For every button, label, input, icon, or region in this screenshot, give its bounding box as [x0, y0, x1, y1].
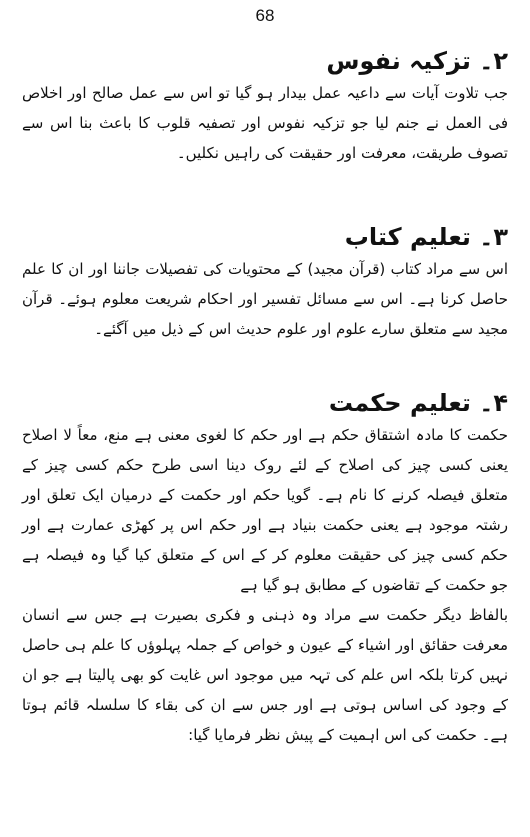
- section-taleem-kitab: [22, 220, 508, 344]
- page-number: 68: [255, 6, 275, 25]
- section-heading: ۲۔ تزکیہ نفوس: [326, 47, 508, 75]
- section-body: [22, 420, 508, 750]
- paragraph: جب تلاوت آیات سے داعیہ عمل بیدار ہو گیا تو اس سے عمل صالح اور اخلاص فی العمل نے جنم لیا جو تزکیہ نفوس اور تصفیہ قلوب کا باعث بنا اس سے تصوف طریقت، معرفت اور حقیقت کی راہیں نکلیں۔: [22, 84, 508, 162]
- section-heading: ۳۔ تعلیم کتاب: [344, 223, 508, 251]
- paragraph: بالفاظ دیگر حکمت سے مراد وہ ذہنی و فکری بصیرت ہے جس سے انسان معرفت حقائق اور اشیاء کے عیون و خواص کے جملہ پہلوؤں کا علم ہی حاصل نہیں کرتا بلکہ اس علم کی تہہ میں موجود اس غایت کو بھی پالیتا ہے جو ان کے وجود کی اساس ہوتی ہے اور جس سے ان کی بقاء کا سلسلہ قائم ہوتا ہے۔ حکمت کی اس اہمیت کے پیش نظر فرمایا گیا:: [22, 606, 508, 744]
- section-body: [22, 254, 508, 344]
- section-tazkiya-nafoos: [22, 44, 508, 168]
- section-taleem-hikmat: [22, 386, 508, 750]
- paragraph: اس سے مراد کتاب (قرآن مجید) کے محتویات کی تفصیلات جاننا اور ان کا علم حاصل کرنا ہے۔ اس سے مسائل تفسیر اور احکام شریعت معلوم ہوئے۔ قرآن مجید سے متعلق سارے علوم اور علوم حدیث اس کے ذیل میں آگئے۔: [22, 260, 508, 338]
- paragraph: حکمت کا مادہ اشتقاق حکم ہے اور حکم کا لغوی معنی ہے منع، معاً لا اصلاح یعنی کسی چیز کی اصلاح کے لئے روک دینا اسی طرح حکم کسی چیز کے متعلق فیصلہ کرنے کا نام ہے۔ گویا حکم اور حکمت کے درمیان ایک تعلق اور رشتہ موجود ہے یعنی حکمت بنیاد ہے اور حکم اس پر کھڑی عمارت ہے اور حکم کسی چیز کی حقیقت معلوم کر کے اس کے متعلق کیا گیا وہ فیصلہ ہے جو حکمت کے تقاضوں کے مطابق ہو گیا ہے: [22, 426, 508, 594]
- section-body: [22, 78, 508, 168]
- section-heading: ۴۔ تعلیم حکمت: [328, 389, 508, 417]
